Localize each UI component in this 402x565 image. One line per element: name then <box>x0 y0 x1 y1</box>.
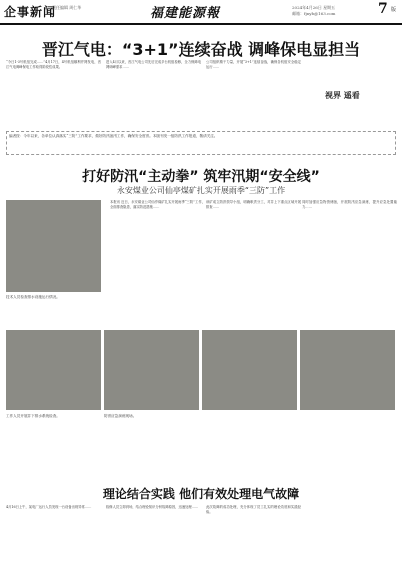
article1-col-1 <box>6 60 101 126</box>
article1-para-3: 公司组织精干力量，开展“3+1”连续奋战，确保各机组安全稳定运行…… <box>206 60 301 70</box>
page-number: 7 <box>378 1 388 17</box>
headline-1: 晋江气电：“3+1”连续奋战 调峰保电显担当 <box>41 40 361 59</box>
photo-2-caption: 工作人员开展井下排水系统检查。 <box>6 414 60 418</box>
editor-line: 责任编辑 周仁华 <box>52 5 82 10</box>
article1-col-3 <box>206 60 301 126</box>
article3-col-2 <box>106 505 201 561</box>
photo-4 <box>202 330 297 410</box>
article3-col-3 <box>206 505 301 561</box>
article3-col-1 <box>6 505 101 561</box>
photo-3-caption: 防汛应急演练现场。 <box>104 414 137 418</box>
column-logo <box>325 90 395 114</box>
photo-3 <box>104 330 199 410</box>
issue-date: 2024年4月26日 星期五 <box>292 5 336 10</box>
article3-para-2: 检修人员立即到场，结合理论知识分析故障原因，迅速处理…… <box>106 505 199 509</box>
article3-para-3: 此次故障的成功处理，充分体现了员工扎实的理论功底和实践经验。 <box>206 505 301 515</box>
article3-para-1: 4月16日上午，某电厂运行人员发现一台设备出现异常…… <box>6 505 92 509</box>
article1-para-2: 进入4月以来，晋江气电公司先后完成多台机组检修，全力保障电网调峰需求…… <box>106 60 201 70</box>
photo-2 <box>6 330 101 410</box>
article2-col-3 <box>302 200 397 318</box>
article2-para-1: 本报讯 近日，永安煤业公司仙亭煤矿扎实开展雨季“三防”工作，全面排查隐患，落实防范措施…… <box>110 200 205 210</box>
header-rule <box>0 23 402 25</box>
article1-para-1: “今日1-3号机组完成……”4月17日，4号机组顺利并网发电，晋江气电调峰保电工作取得阶段性成果。 <box>6 60 101 70</box>
photo-1-caption: 技术人员检查排水设施运行情况。 <box>6 295 60 299</box>
article2-para-3: 同时加强应急物资储备，开展防汛应急演练，提升应急处置能力…… <box>302 200 397 210</box>
article1-col-2 <box>106 60 201 126</box>
editor-note: 编者按：今年以来，各单位认真落实“三防”工作要求，做好防汛备汛工作，确保安全度汛。本版刊发一组防汛工作报道，敬请关注。 <box>6 131 396 155</box>
section-title: 企事新闻 <box>4 5 57 19</box>
headline-3: 理论结合实践 他们有效处理电气故障 <box>102 487 300 501</box>
photo-1 <box>6 200 101 292</box>
contact-email: 邮箱：fjnyb@163.com <box>292 11 336 16</box>
article2-col-2 <box>206 200 301 318</box>
masthead: 福建能源報 <box>150 6 221 21</box>
page-suffix: 版 <box>391 7 397 13</box>
headline-2: 打好防汛“主动拳” 筑牢汛期“安全线” <box>82 169 320 185</box>
headline-2-subtitle: 永安煤业公司仙亭煤矿扎实开展雨季“三防”工作 <box>116 186 286 195</box>
article2-para-2: 该矿成立防汛领导小组，明确职责分工，对井上下重点区域开展排查…… <box>206 200 301 210</box>
column-logo-text: 视界 遥看 <box>325 90 360 100</box>
photo-5 <box>300 330 395 410</box>
article2-col-1 <box>110 200 205 318</box>
